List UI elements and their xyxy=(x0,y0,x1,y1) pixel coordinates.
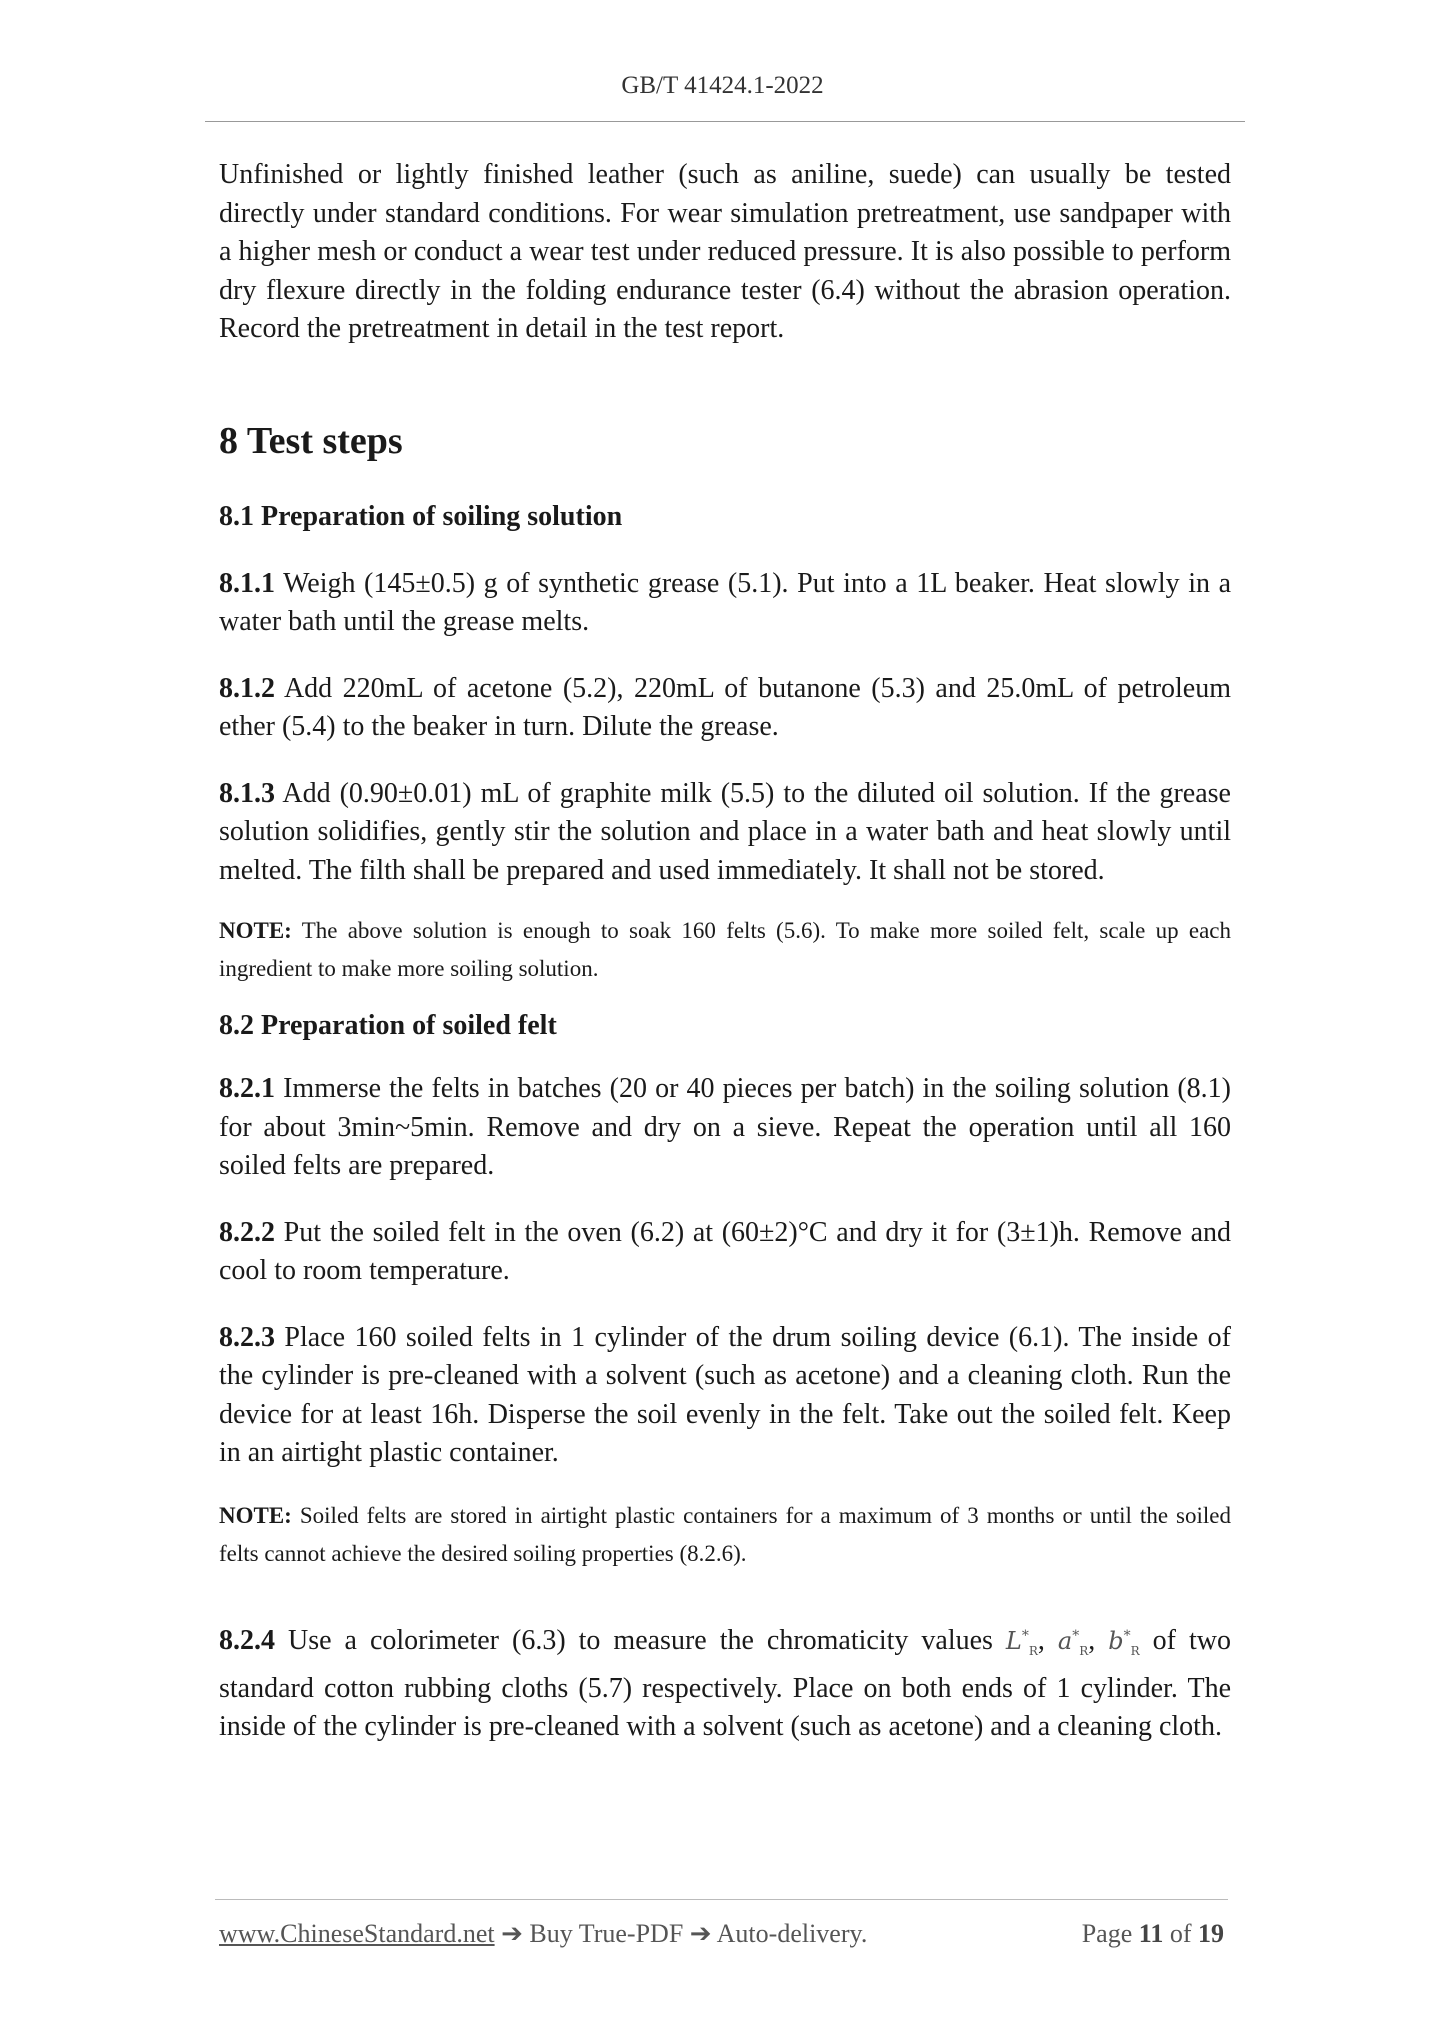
section-8-2-heading: 8.2 Preparation of soiled felt xyxy=(219,1010,557,1041)
symbol-b-star-R: $b^*_R$ xyxy=(1108,1626,1140,1658)
note-text: The above solution is enough to soak 160 felts (5.6). To make more soiled felt, scale up each ingredient to make more soiling solution. xyxy=(219,918,1231,981)
clause-text: Add 220mL of acetone (5.2), 220mL of butanone (5.3) and 25.0mL of petroleum ether (5.4) to the beaker in turn. Dilute the grease. xyxy=(219,672,1231,742)
buy-text: Buy True-PDF xyxy=(522,1919,690,1948)
note-text: Soiled felts are stored in airtight plastic containers for a maximum of 3 months or until the soiled felts cannot achieve the desired soiling properties (8.2.6). xyxy=(219,1502,1231,1566)
clause-text: Place 160 soiled felts in 1 cylinder of the drum soiling device (6.1). The inside of the cylinder is pre-cleaned with a solvent (such as acetone) and a cleaning cloth. Run the device for at least 16h. Disperse the soil evenly in the felt. Take out the soiled felt. Keep in an airtight plastic container. xyxy=(219,1321,1231,1468)
page-content xyxy=(219,156,1231,1747)
page-label: Page xyxy=(1081,1919,1133,1948)
clause-8-2-3 xyxy=(219,1319,1231,1473)
clause-text: Put the soiled felt in the oven (6.2) at (60±2)°C and dry it for (3±1)h. Remove and cool to room temperature. xyxy=(219,1216,1231,1286)
symbol-a-star-R: $a^*_R$ xyxy=(1057,1626,1089,1658)
document-id-header: GB/T 41424.1-2022 xyxy=(621,72,824,99)
symbol-L-star-R: $L^*_R$ xyxy=(1005,1626,1038,1658)
note-8-1 xyxy=(219,912,1231,988)
clause-8-1-1 xyxy=(219,565,1231,642)
arrow-right-icon: ➔ xyxy=(501,1919,523,1948)
clause-number: 8.1.2 xyxy=(219,672,275,704)
clause-number: 8.1.3 xyxy=(219,777,275,809)
clause-8-2-4: 8.2.4 Use a colorimeter (6.3) to measure the chromaticity values $L^*_R$, $a^*_R$, $b^*_R$ of two standard cotton rubbing cloths (5.7) respectively. Place on both ends of 1 cylinder. The inside of the cylinder is pre-cleaned with a solvent (such as acetone) and a cleaning cloth. xyxy=(219,1624,1232,1743)
note-label: NOTE: xyxy=(219,918,292,943)
page-indicator xyxy=(1082,1919,1224,1949)
clause-text: Add (0.90±0.01) mL of graphite milk (5.5) to the diluted oil solution. If the grease solution solidifies, gently stir the solution and place in a water bath and heat slowly until melted. The filth shall be prepared and used immediately. It shall not be stored. xyxy=(219,777,1231,886)
intro-paragraph: Unfinished or lightly finished leather (such as aniline, suede) can usually be tested directly under standard conditions. For wear simulation pretreatment, use sandpaper with a higher mesh or conduct a wear test under reduced pressure. It is also possible to perform dry flexure directly in the folding endurance tester (6.4) without the abrasion operation. Record the pretreatment in detail in the test report. xyxy=(219,159,1231,344)
website-link[interactable]: www.ChineseStandard.net xyxy=(219,1919,495,1948)
clause-8-2-1 xyxy=(219,1070,1231,1186)
footer-divider xyxy=(215,1899,1228,1900)
footer-promo xyxy=(219,1919,867,1949)
total-pages: 19 xyxy=(1198,1919,1224,1948)
delivery-text: Auto-delivery. xyxy=(711,1919,868,1948)
note-8-2 xyxy=(219,1497,1231,1573)
of-label: of xyxy=(1169,1919,1192,1948)
current-page: 11 xyxy=(1138,1919,1164,1948)
clause-text: Weigh (145±0.5) g of synthetic grease (5.1). Put into a 1L beaker. Heat slowly in a water bath until the grease melts. xyxy=(219,567,1231,637)
header-divider xyxy=(205,121,1245,122)
note-label: NOTE: xyxy=(219,1502,292,1528)
clause-number: 8.2.1 xyxy=(219,1073,275,1104)
clause-text: Immerse the felts in batches (20 or 40 pieces per batch) in the soiling solution (8.1) for about 3min~5min. Remove and dry on a sieve. Repeat the operation until all 160 soiled felts are prepared. xyxy=(219,1073,1231,1181)
clause-number: 8.1.1 xyxy=(219,567,275,599)
clause-8-2-2 xyxy=(219,1214,1231,1291)
section-8-heading: 8 Test steps xyxy=(219,419,403,462)
section-8-1-heading: 8.1 Preparation of soiling solution xyxy=(219,500,623,532)
clause-8-1-2 xyxy=(219,670,1231,747)
clause-number: 8.2.3 xyxy=(219,1321,275,1353)
clause-text: Use a colorimeter (6.3) to measure the chromaticity values xyxy=(275,1624,1006,1656)
arrow-right-icon: ➔ xyxy=(689,1919,712,1948)
clause-text: of two standard cotton rubbing cloths (5.7) respectively. Place on both ends of 1 cylinder. The inside of the cylinder is pre-cleaned with a solvent (such as acetone) and a cleaning cloth. xyxy=(219,1624,1232,1743)
clause-number: 8.2.2 xyxy=(219,1216,275,1248)
clause-number: 8.2.4 xyxy=(219,1624,275,1656)
clause-8-1-3 xyxy=(219,775,1231,891)
